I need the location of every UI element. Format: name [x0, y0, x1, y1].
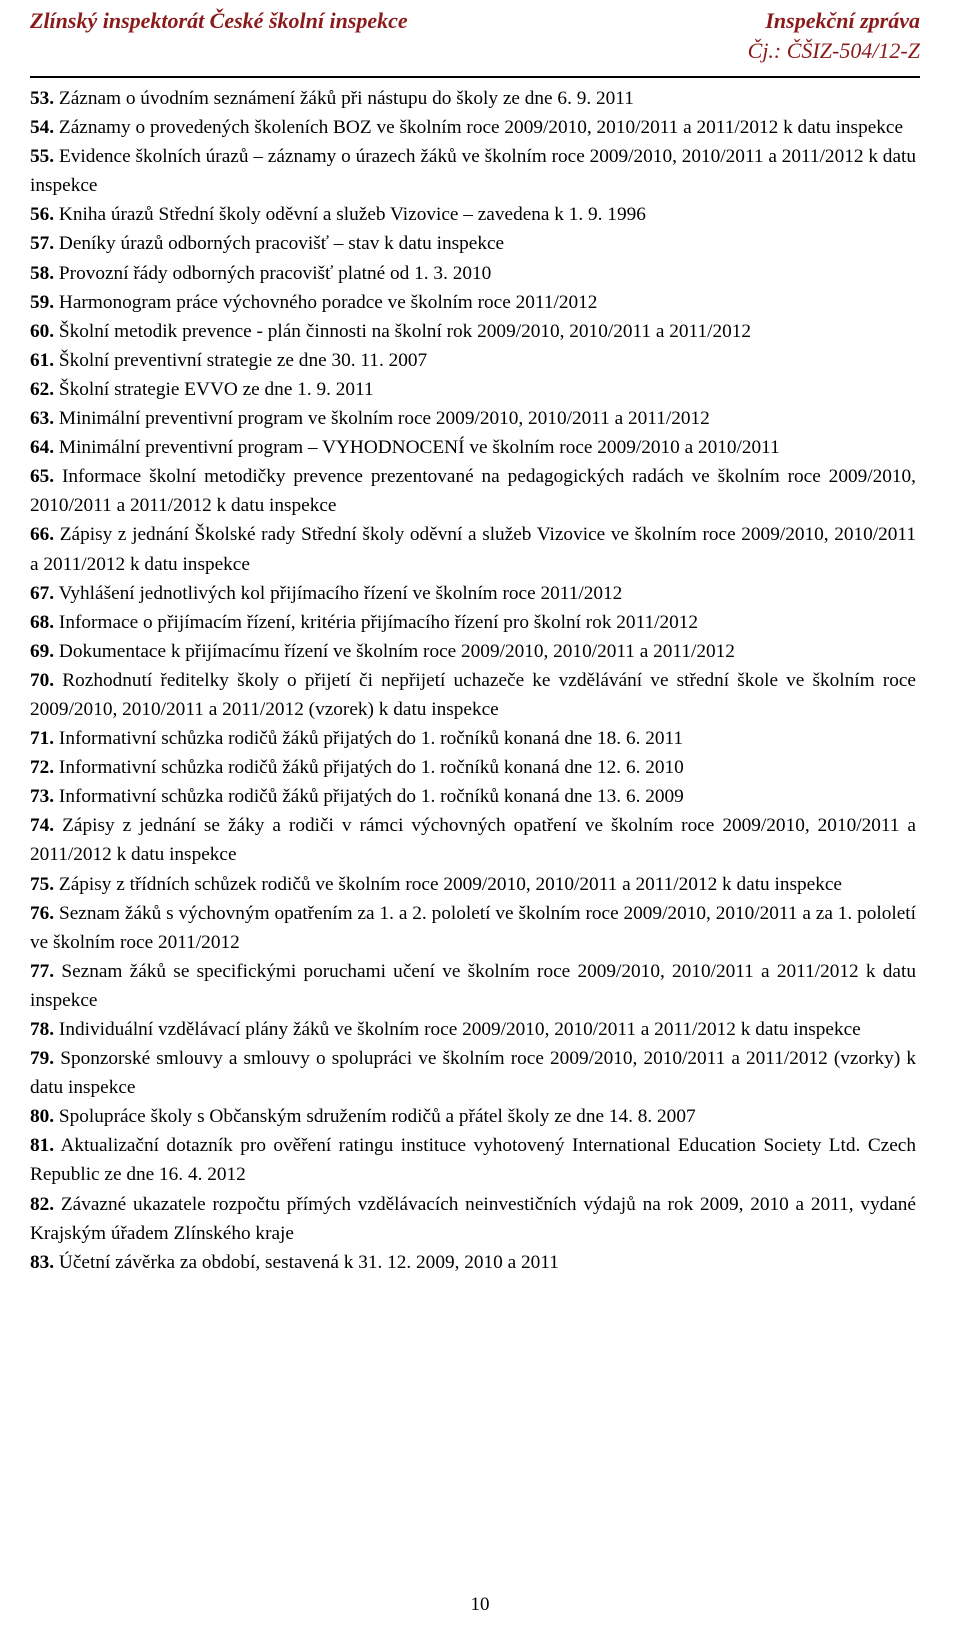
list-item-number: 81.	[30, 1135, 55, 1157]
list-item-text: Deníky úrazů odborných pracovišť – stav k datu inspekce	[54, 233, 505, 255]
list-item-text: Vyhlášení jednotlivých kol přijímacího řízení ve školním roce 2011/2012	[54, 582, 623, 604]
list-item-number: 75.	[30, 873, 55, 895]
list-item-number: 56.	[30, 204, 55, 226]
page-number: 10	[470, 1594, 490, 1615]
page-header	[30, 6, 920, 74]
header-report-info	[748, 6, 920, 66]
list-item-number: 70.	[30, 669, 55, 691]
list-item	[30, 317, 916, 346]
list-item-text: Provozní řády odborných pracovišť platné od 1. 3. 2010	[54, 262, 492, 284]
list-item-text: Záznam o úvodním seznámení žáků při nástupu do školy ze dne 6. 9. 2011	[54, 88, 634, 109]
list-item-text: Minimální preventivní program – VYHODNOCENÍ ve školním roce 2009/2010 a 2010/2011	[54, 437, 780, 459]
list-item-text: Účetní závěrka za období, sestavená k 31. 12. 2009, 2010 a 2011	[54, 1251, 559, 1273]
list-item	[30, 608, 916, 637]
list-item-number: 60.	[30, 320, 55, 342]
header-organization: Zlínský inspektorát České školní inspekce	[30, 8, 408, 33]
list-item-text: Individuální vzdělávací plány žáků ve školním roce 2009/2010, 2010/2011 a 2011/2012 k datu inspekce	[54, 1019, 861, 1040]
list-item-number: 59.	[30, 291, 55, 313]
list-item-text: Informativní schůzka rodičů žáků přijatých do 1. ročníků konaná dne 12. 6. 2010	[54, 757, 684, 779]
list-item	[30, 404, 916, 433]
list-item-text: Zápisy z jednání se žáky a rodiči v rámci výchovných opatření ve školním roce 2009/2010, 2010/2011 a 2011/2012 k datu inspekce	[30, 815, 916, 866]
list-item	[30, 899, 916, 957]
list-item	[30, 229, 916, 258]
list-item-number: 71.	[30, 728, 55, 750]
list-item	[30, 1015, 916, 1044]
header-divider	[30, 76, 920, 78]
list-item-number: 54.	[30, 117, 55, 139]
list-item-text: Rozhodnutí ředitelky školy o přijetí či nepřijetí uchazeče ke vzdělávání ve střední škole ve školním roce 2009/2010, 2010/2011 a 2011/2012 (vzorek) k datu inspekce	[30, 669, 916, 720]
list-item-number: 68.	[30, 611, 55, 633]
list-item-text: Sponzorské smlouvy a smlouvy o spolupráci ve školním roce 2009/2010, 2010/2011 a 2011/2012 (vzorky) k datu inspekce	[30, 1048, 916, 1099]
list-item	[30, 666, 916, 724]
list-item	[30, 782, 916, 811]
list-item-text: Dokumentace k přijímacímu řízení ve školním roce 2009/2010, 2010/2011 a 2011/2012	[54, 640, 735, 662]
list-item	[30, 579, 916, 608]
list-item-text: Aktualizační dotazník pro ověření ratingu instituce vyhotovený International Education Society Ltd. Czech Republic ze dne 16. 4. 2012	[30, 1135, 916, 1186]
list-item-number: 55.	[30, 146, 55, 168]
list-item-number: 63.	[30, 408, 55, 430]
list-item-text: Školní metodik prevence - plán činnosti na školní rok 2009/2010, 2010/2011 a 2011/2012	[54, 320, 752, 342]
list-item	[30, 957, 916, 1015]
list-item-number: 72.	[30, 757, 55, 779]
list-item-number: 76.	[30, 902, 55, 924]
list-item-text: Zápisy z třídních schůzek rodičů ve školním roce 2009/2010, 2010/2011 a 2011/2012 k datu inspekce	[54, 873, 842, 895]
list-item	[30, 288, 916, 317]
list-item	[30, 1190, 916, 1248]
list-item-number: 62.	[30, 378, 55, 400]
list-item	[30, 1044, 916, 1102]
list-item	[30, 375, 916, 404]
list-item-text: Informativní schůzka rodičů žáků přijatých do 1. ročníků konaná dne 13. 6. 2009	[54, 786, 684, 808]
list-item-text: Harmonogram práce výchovného poradce ve školním roce 2011/2012	[54, 291, 598, 313]
list-item	[30, 433, 916, 462]
list-item-text: Kniha úrazů Střední školy oděvní a služeb Vizovice – zavedena k 1. 9. 1996	[54, 204, 646, 226]
document-list	[30, 84, 916, 1277]
list-item-number: 82.	[30, 1193, 55, 1215]
list-item-text: Školní preventivní strategie ze dne 30. 11. 2007	[54, 349, 428, 371]
list-item	[30, 1248, 916, 1277]
list-item-number: 61.	[30, 349, 55, 371]
list-item	[30, 113, 916, 142]
list-item-number: 80.	[30, 1106, 55, 1128]
list-item-number: 83.	[30, 1251, 55, 1273]
list-item	[30, 724, 916, 753]
list-item	[30, 520, 916, 578]
list-item-number: 73.	[30, 786, 55, 808]
list-item-text: Evidence školních úrazů – záznamy o úrazech žáků ve školním roce 2009/2010, 2010/2011 a 2011/2012 k datu inspekce	[30, 146, 916, 197]
list-item-text: Informativní schůzka rodičů žáků přijatých do 1. ročníků konaná dne 18. 6. 2011	[54, 728, 684, 750]
list-item-number: 57.	[30, 233, 55, 255]
header-report-title: Inspekční zpráva	[765, 8, 920, 33]
list-item	[30, 753, 916, 782]
list-item-text: Závazné ukazatele rozpočtu přímých vzdělávacích neinvestičních výdajů na rok 2009, 2010 a 2011, vydané Krajským úřadem Zlínského kraje	[30, 1193, 916, 1244]
list-item-number: 79.	[30, 1048, 55, 1070]
list-item	[30, 259, 916, 288]
list-item-text: Seznam žáků se specifickými poruchami učení ve školním roce 2009/2010, 2010/2011 a 2011/2012 k datu inspekce	[30, 960, 916, 1011]
list-item-text: Zápisy z jednání Školské rady Střední školy oděvní a služeb Vizovice ve školním roce 2009/2010, 2010/2011 a 2011/2012 k datu inspekce	[30, 524, 916, 575]
list-item-text: Školní strategie EVVO ze dne 1. 9. 2011	[54, 378, 374, 400]
list-item-number: 58.	[30, 262, 55, 284]
list-item-number: 78.	[30, 1019, 55, 1040]
list-item-number: 67.	[30, 582, 55, 604]
list-item	[30, 346, 916, 375]
list-item-text: Informace o přijímacím řízení, kritéria přijímacího řízení pro školní rok 2011/2012	[54, 611, 699, 633]
header-reference-number: Čj.: ČŠIZ-504/12-Z	[747, 38, 920, 63]
list-item	[30, 462, 916, 520]
list-item	[30, 637, 916, 666]
list-item-number: 74.	[30, 815, 55, 837]
list-item-number: 69.	[30, 640, 55, 662]
list-item-number: 77.	[30, 960, 55, 982]
list-item	[30, 1131, 916, 1189]
list-item-number: 64.	[30, 437, 55, 459]
list-item-text: Informace školní metodičky prevence prezentované na pedagogických radách ve školním roce 2009/2010, 2010/2011 a 2011/2012 k datu inspekce	[30, 466, 916, 517]
list-item	[30, 142, 916, 200]
list-item-text: Spolupráce školy s Občanským sdružením rodičů a přátel školy ze dne 14. 8. 2007	[54, 1106, 696, 1128]
list-item	[30, 200, 916, 229]
list-item	[30, 84, 916, 113]
list-item	[30, 1102, 916, 1131]
list-item-number: 65.	[30, 466, 55, 488]
list-item-text: Seznam žáků s výchovným opatřením za 1. a 2. pololetí ve školním roce 2009/2010, 2010/2011 a za 1. pololetí ve školním roce 2011/2012	[30, 902, 916, 953]
list-item-text: Minimální preventivní program ve školním roce 2009/2010, 2010/2011 a 2011/2012	[54, 408, 710, 430]
list-item	[30, 870, 916, 899]
list-item-text: Záznamy o provedených školeních BOZ ve školním roce 2009/2010, 2010/2011 a 2011/2012 k datu inspekce	[54, 117, 904, 139]
list-item-number: 53.	[30, 88, 55, 109]
list-item	[30, 811, 916, 869]
list-item-number: 66.	[30, 524, 55, 546]
